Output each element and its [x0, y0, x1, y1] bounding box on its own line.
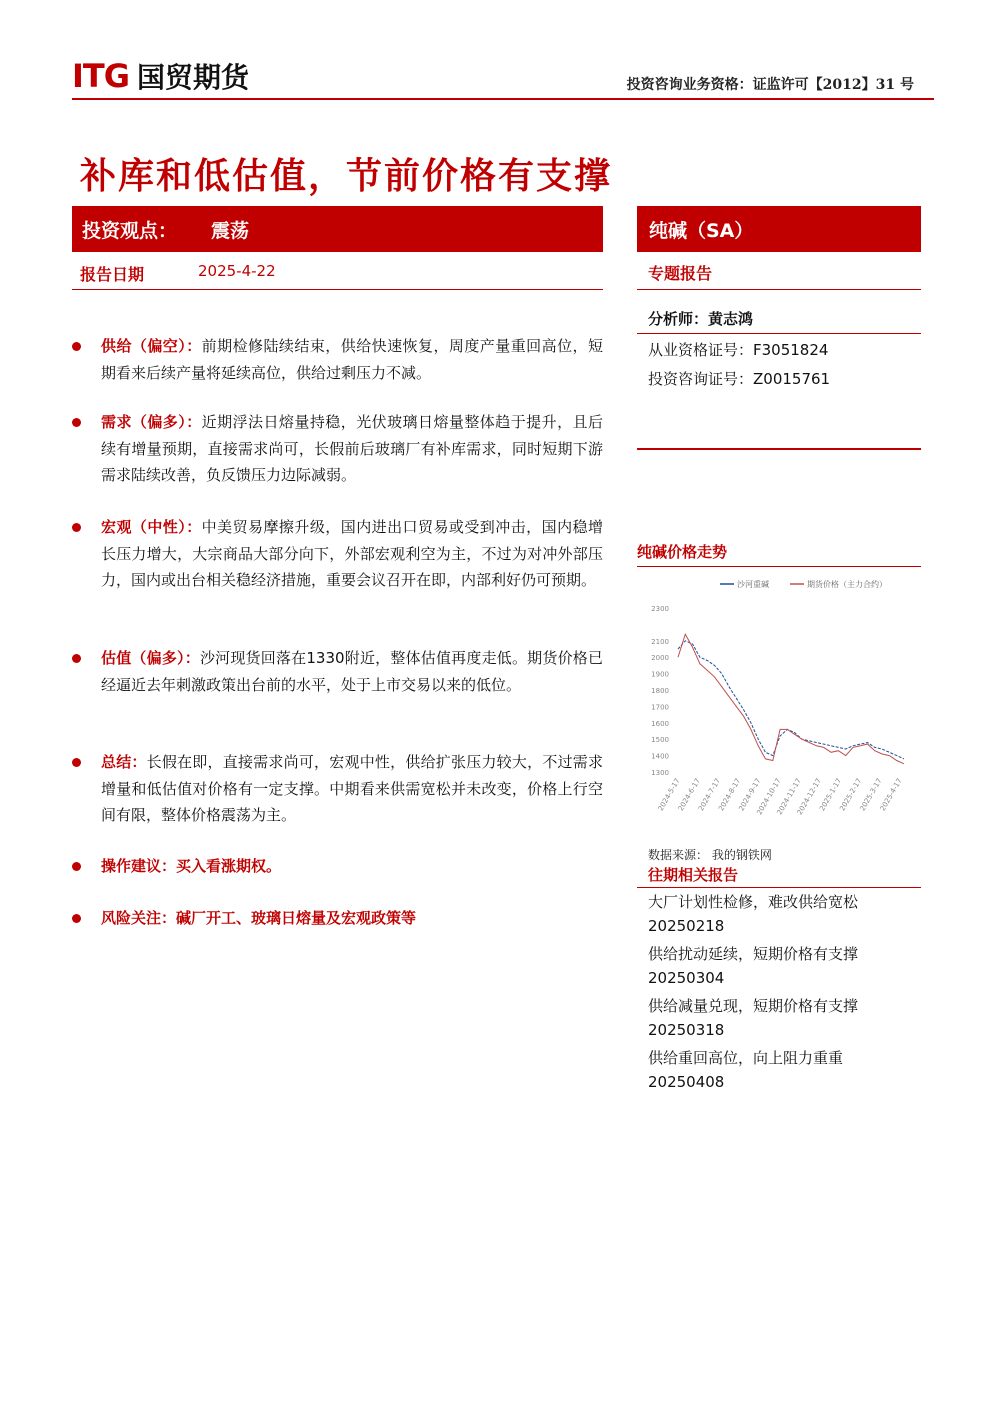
y-tick-label: 1500	[651, 736, 669, 745]
bullet-dot	[72, 758, 81, 767]
viewpoint-label: 供给（偏空）：	[101, 337, 202, 355]
y-tick-label: 1400	[651, 752, 669, 761]
logo-company-name: 国贸期货	[137, 61, 250, 94]
view-bar	[72, 206, 603, 252]
date-value: 2025-4-22	[198, 262, 276, 280]
chart-title: 纯碱价格走势	[637, 543, 728, 561]
logo-itg: ITG	[72, 57, 129, 95]
viewpoint-item	[101, 645, 603, 698]
product-name: 纯碱（SA）	[649, 219, 754, 242]
y-tick-label: 1600	[651, 719, 669, 728]
price-chart	[640, 572, 920, 840]
y-tick-label: 2300	[651, 605, 669, 613]
related-report-date: 20250218	[648, 917, 725, 935]
x-tick-label: 2025-4-17	[878, 777, 904, 813]
viewpoint-text: 中美贸易摩擦升级，国内进出口贸易或受到冲击，国内稳增长压力增大，大宗商品大部分向下，外部宏观利空为主，不过为对冲外部压力，国内或出台相关稳经济措施，重要会议召开在即，内部利好仍可预期。	[101, 518, 603, 589]
related-report-title: 供给扰动延续，短期价格有支撑	[648, 945, 859, 963]
related-report-date: 20250304	[648, 969, 725, 987]
legend-label: 沙河重碱	[737, 580, 769, 589]
viewpoint-item	[101, 514, 603, 594]
bullet-dot	[72, 342, 81, 351]
viewpoint-label: 估值（偏多）：	[101, 649, 200, 667]
view-label: 投资观点：	[82, 219, 178, 242]
related-report-date: 20250318	[648, 1021, 725, 1039]
x-tick-label: 2025-3-17	[858, 777, 884, 813]
related-report-title: 大厂计划性检修，难改供给宽松	[648, 893, 859, 911]
viewpoint-text: 近期浮法日熔量持稳，光伏玻璃日熔量整体趋于提升，且后续有增量预期，直接需求尚可，长假前后玻璃厂有补库需求，同时短期下游需求陆续改善，负反馈压力边际减弱。	[101, 413, 603, 484]
viewpoint-text: 前期检修陆续结束，供给快速恢复，周度产量重回高位，短期看来后续产量将延续高位，供给过剩压力不减。	[101, 337, 603, 382]
related-report-title: 供给减量兑现，短期价格有支撑	[648, 997, 859, 1015]
x-tick-label: 2024-7-17	[697, 777, 723, 813]
viewpoint-item	[101, 333, 603, 386]
x-tick-label: 2025-1-17	[818, 777, 844, 813]
bullet-dot	[72, 654, 81, 663]
viewpoint-text: 长假在即，直接需求尚可，宏观中性，供给扩张压力较大，不过需求增量和低估值对价格有一定支撑。中期看来供需宽松并未改变，价格上行空间有限，整体价格震荡为主。	[101, 753, 603, 824]
cert-consulting: 投资咨询证号：Z0015761	[648, 370, 831, 388]
viewpoint-label: 宏观（中性）：	[101, 518, 202, 536]
viewpoint-item	[101, 749, 603, 829]
license-text: 投资咨询业务资格：证监许可【2012】31 号	[626, 77, 914, 93]
y-tick-label: 1300	[651, 769, 669, 777]
bullet-dot	[72, 418, 81, 427]
product-bar	[637, 206, 921, 252]
x-tick-label: 2024-8-17	[717, 777, 743, 813]
related-report-date: 20250408	[648, 1073, 725, 1091]
series-line	[678, 641, 904, 759]
y-tick-label: 1700	[651, 703, 669, 712]
analyst-label: 分析师：	[648, 310, 709, 328]
viewpoint-item	[101, 853, 603, 880]
date-label: 报告日期	[80, 265, 145, 284]
related-divider	[637, 887, 921, 888]
date-divider	[72, 289, 603, 290]
analyst-name: 黄志鸿	[708, 310, 754, 328]
analyst	[648, 308, 753, 329]
viewpoint-label: 需求（偏多）：	[101, 413, 202, 431]
viewpoint-label: 总结：	[101, 753, 147, 771]
viewpoint-item	[101, 409, 603, 489]
y-tick-label: 1900	[651, 670, 669, 679]
report-title: 补库和低估值，节前价格有支撑	[80, 155, 613, 197]
x-tick-label: 2024-11-17	[775, 777, 803, 817]
x-tick-label: 2024-9-17	[737, 777, 763, 813]
bullet-dot	[72, 523, 81, 532]
cert-qualification: 从业资格证号：F3051824	[648, 341, 829, 359]
y-tick-label: 2100	[651, 637, 669, 646]
x-tick-label: 2024-5-17	[656, 777, 682, 813]
x-tick-label: 2025-2-17	[838, 777, 864, 813]
x-tick-label: 2024-10-17	[755, 777, 783, 817]
analyst-block-divider	[637, 448, 921, 450]
viewpoint-label: 风险关注：碱厂开工、玻璃日熔量及宏观政策等	[101, 909, 417, 927]
chart-title-divider	[637, 566, 921, 567]
bullet-dot	[72, 862, 81, 871]
report-type-divider	[637, 289, 921, 290]
x-tick-label: 2024-12-17	[795, 777, 824, 817]
bullet-dot	[72, 914, 81, 923]
data-source: 数据来源： 我的钢铁网	[648, 848, 772, 862]
x-tick-label: 2024-6-17	[676, 777, 702, 813]
y-tick-label: 2000	[651, 654, 669, 663]
related-report-title: 供给重回高位，向上阻力重重	[648, 1049, 844, 1067]
view-value: 震荡	[211, 219, 250, 242]
header-divider	[72, 98, 934, 100]
legend-label: 期货价格（主力合约）	[807, 580, 887, 589]
related-title: 往期相关报告	[648, 866, 739, 884]
report-type: 专题报告	[648, 264, 713, 283]
y-tick-label: 1800	[651, 687, 669, 695]
viewpoint-item	[101, 905, 603, 932]
viewpoint-text: 沙河现货回落在1330附近，整体估值再度走低。期货价格已经逼近去年刺激政策出台前的水平，处于上市交易以来的低位。	[101, 649, 603, 694]
viewpoint-label: 操作建议：买入看涨期权。	[101, 857, 282, 875]
analyst-divider	[637, 333, 921, 334]
company-logo	[72, 58, 249, 94]
